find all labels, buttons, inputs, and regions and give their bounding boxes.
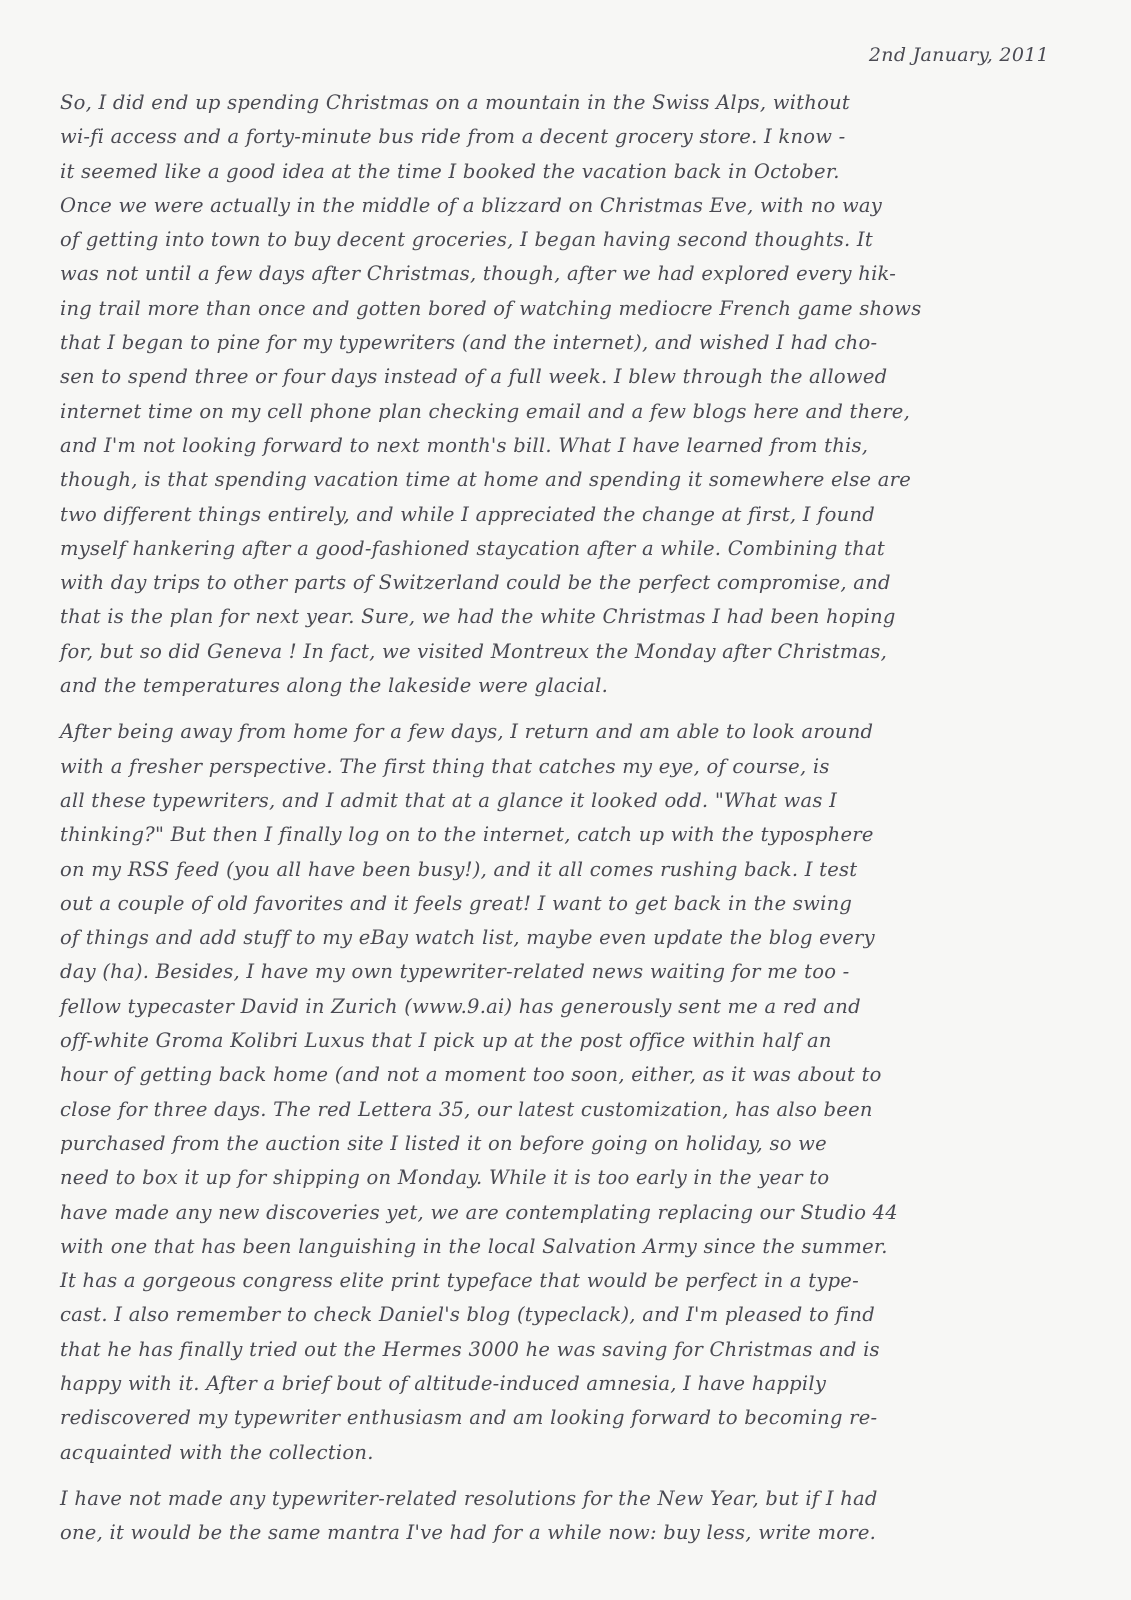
text-line: of things and add stuff to my eBay watch list, maybe even update the blog every	[60, 926, 875, 950]
text-line: off-white Groma Kolibri Luxus that I pick up at the post office within half an	[60, 1029, 832, 1053]
text-line: happy with it. After a brief bout of altitude-induced amnesia, I have happily	[60, 1371, 827, 1395]
text-line: purchased from the auction site I listed it on before going on holiday, so we	[60, 1131, 827, 1155]
text-line: It has a gorgeous congress elite print typeface that would be perfect in a type-	[60, 1269, 859, 1293]
text-line: cast. I also remember to check Daniel's blog (typeclack), and I'm pleased to find	[60, 1303, 875, 1327]
text-line: rediscovered my typewriter enthusiasm and am looking forward to becoming re-	[60, 1406, 878, 1430]
text-line: need to box it up for shipping on Monday. While it is too early in the year to	[60, 1166, 830, 1190]
text-line: thinking?" But then I finally log on to the internet, catch up with the typosphere	[60, 823, 874, 847]
text-line: one, it would be the same mantra I've had for a while now: buy less, write more.	[60, 1521, 877, 1545]
text-line: of getting into town to buy decent groceries, I began having second thoughts. It	[60, 228, 873, 252]
text-line: close for three days. The red Lettera 35, our latest customization, has also been	[60, 1097, 873, 1121]
text-line: wi-fi access and a forty-minute bus ride from a decent grocery store. I know -	[60, 125, 846, 149]
text-line: and the temperatures along the lakeside were glacial.	[60, 674, 609, 698]
paragraph	[60, 715, 1081, 1470]
text-line: two different things entirely, and while I appreciated the change at first, I found	[60, 502, 876, 526]
text-line: that he has finally tried out the Hermes 3000 he was saving for Christmas and is	[60, 1337, 880, 1361]
text-line: was not until a few days after Christmas, though, after we had explored every hik-	[60, 262, 897, 286]
text-line: day (ha). Besides, I have my own typewriter-related news waiting for me too -	[60, 960, 850, 984]
text-line: it seemed like a good idea at the time I booked the vacation back in October.	[60, 159, 840, 183]
text-line: sen to spend three or four days instead of a full week. I blew through the allowed	[60, 365, 888, 389]
text-line: acquainted with the collection.	[60, 1440, 374, 1464]
text-line: I have not made any typewriter-related resolutions for the New Year, but if I had	[60, 1486, 878, 1510]
paragraph	[60, 86, 1081, 703]
text-line: After being away from home for a few days, I return and am able to look around	[60, 720, 874, 744]
paragraph	[60, 1482, 1081, 1551]
text-line: Once we were actually in the middle of a blizzard on Christmas Eve, with no way	[60, 193, 883, 217]
letter-body	[60, 86, 1081, 1550]
text-line: myself hankering after a good-fashioned staycation after a while. Combining that	[60, 536, 885, 560]
text-line: and I'm not looking forward to next month's bill. What I have learned from this,	[60, 433, 869, 457]
text-line: out a couple of old favorites and it feels great! I want to get back in the swing	[60, 891, 853, 915]
text-line: all these typewriters, and I admit that at a glance it looked odd. "What was I	[60, 788, 838, 812]
text-line: with a fresher perspective. The first thing that catches my eye, of course, is	[60, 754, 830, 778]
text-line: internet time on my cell phone plan checking email and a few blogs here and there,	[60, 399, 911, 423]
text-line: hour of getting back home (and not a moment too soon, either, as it was about to	[60, 1063, 882, 1087]
text-line: on my RSS feed (you all have been busy!), and it all comes rushing back. I test	[60, 857, 858, 881]
text-line: that is the plan for next year. Sure, we had the white Christmas I had been hoping	[60, 605, 896, 629]
text-line: though, is that spending vacation time at home and spending it somewhere else are	[60, 468, 911, 492]
text-line: fellow typecaster David in Zurich (www.9.ai) has generously sent me a red and	[60, 994, 861, 1018]
text-line: So, I did end up spending Christmas on a mountain in the Swiss Alps, without	[60, 91, 850, 114]
text-line: with day trips to other parts of Switzerland could be the perfect compromise, and	[60, 571, 891, 595]
text-line: with one that has been languishing in the local Salvation Army since the summer.	[60, 1234, 888, 1258]
text-line: ing trail more than once and gotten bored of watching mediocre French game shows	[60, 296, 922, 320]
text-line: have made any new discoveries yet, we are contemplating replacing our Studio 44	[60, 1200, 898, 1224]
text-line: that I began to pine for my typewriters (and the internet), and wished I had cho-	[60, 331, 878, 355]
text-line: for, but so did Geneva ! In fact, we visited Montreux the Monday after Christmas,	[60, 639, 888, 663]
letter-date: 2nd January, 2011	[868, 44, 1049, 66]
